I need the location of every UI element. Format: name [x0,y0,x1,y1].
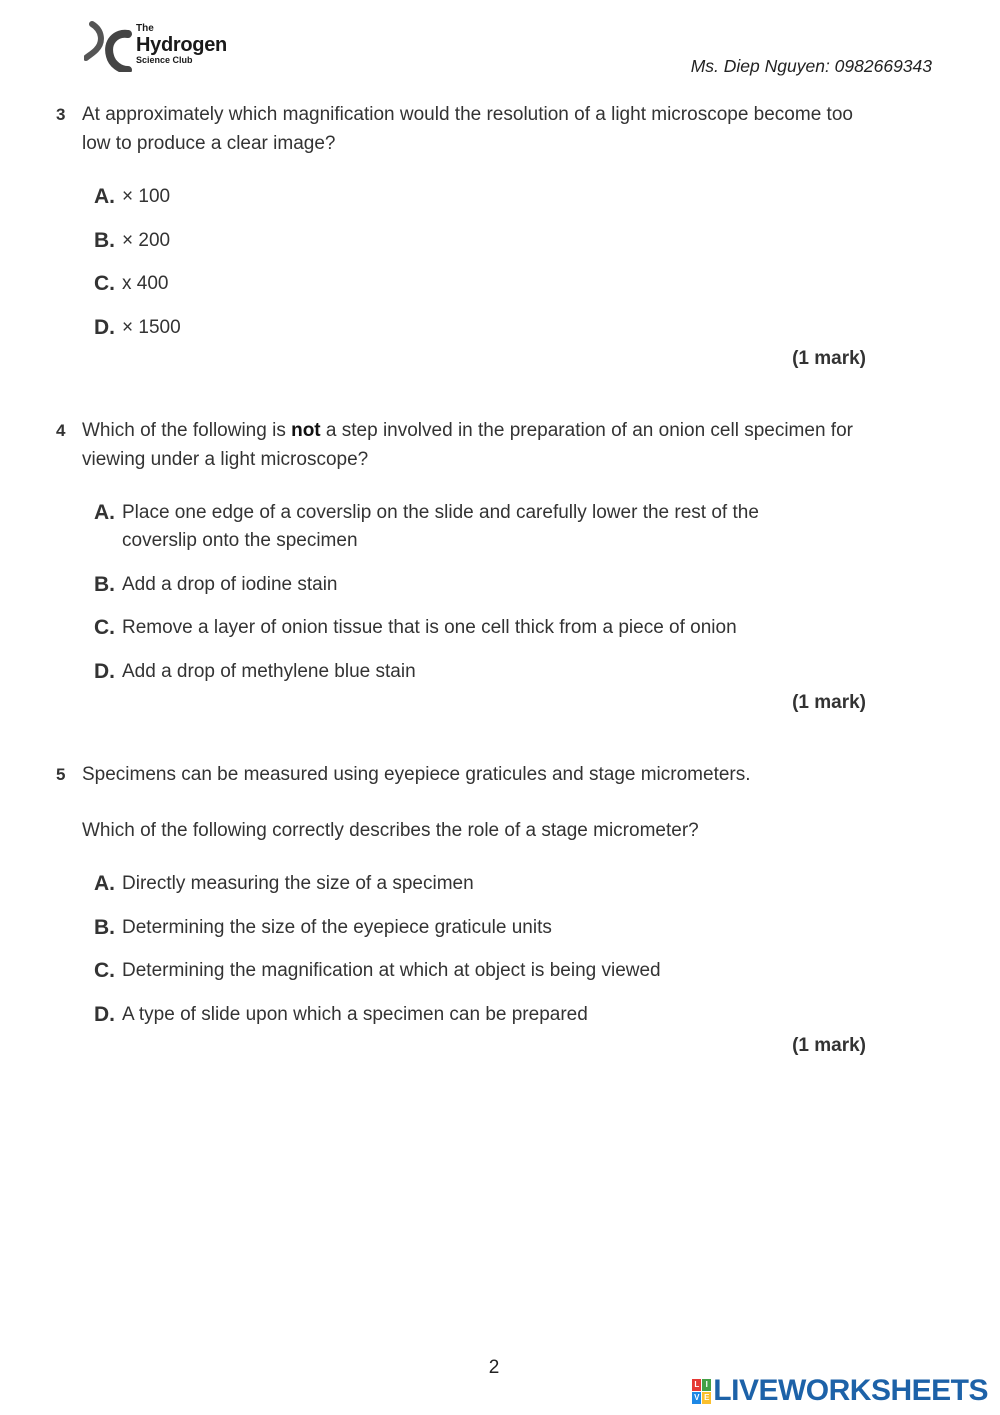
option-text: × 1500 [122,316,181,338]
option-label: C. [94,616,115,639]
option-text: Determining the magnification at which at object is being viewed [122,960,661,981]
question-number: 5 [56,765,66,784]
option-text: Add a drop of iodine stain [122,573,338,595]
option-text: Add a drop of methylene blue stain [122,660,416,682]
teacher-contact: Ms. Diep Nguyen: 0982669343 [690,56,932,76]
grid-letter-e: E [704,1392,710,1402]
option-b[interactable] [94,914,876,942]
question-text: Specimens can be measured using eyepiece graticules and stage micrometers. [82,764,751,785]
grid-letter-i: I [702,1379,711,1391]
option-text: Place one edge of a coverslip on the slide and carefully lower the rest of the coverslip onto the specimen [122,502,759,551]
option-b[interactable] [94,227,876,255]
option-text: A type of slide upon which a specimen can be prepared [122,1003,588,1025]
option-label: A. [94,185,115,208]
option-text: × 200 [122,229,171,251]
hydrogen-science-club-logo [84,20,244,76]
question-text-part: Which of the following is [82,420,292,441]
option-a[interactable] [94,870,876,898]
mark-label: (1 mark) [792,347,866,369]
option-text: x 400 [122,273,169,294]
option-label: A. [94,501,115,524]
page-number: 2 [488,1357,500,1378]
question-text [82,416,876,474]
option-label: D. [94,659,115,683]
question-number: 4 [56,421,66,440]
option-c[interactable] [94,957,876,985]
mark-label: (1 mark) [792,691,866,713]
option-c[interactable] [94,614,876,642]
mark-label: (1 mark) [792,1034,866,1056]
question-subtext: Which of the following correctly describes the role of a stage micrometer? [82,820,699,841]
option-text: Remove a layer of onion tissue that is one cell thick from a piece of onion [122,617,737,638]
option-label: C. [94,272,115,295]
option-label: D. [94,1002,115,1026]
option-label: B. [94,228,115,252]
option-label: A. [94,872,115,895]
option-text: Directly measuring the size of a specimen [122,873,474,894]
liveworksheets-wordmark: LIVEWORKSHEETS [713,1374,988,1407]
question-text-emphasis: not [291,420,321,441]
question-number: 3 [56,105,66,124]
option-text: Determining the size of the eyepiece graticule units [122,916,552,938]
grid-letter-l: L [692,1379,701,1391]
logo-the: The [136,23,154,34]
liveworksheets-logo[interactable] [692,1376,988,1406]
option-c[interactable] [94,270,876,298]
option-d[interactable] [94,658,876,686]
question-text-part: a step involved in the preparation of an onion cell specimen for viewing under a light microscope? [82,420,853,470]
logo-name: Hydrogen [136,34,227,56]
option-b[interactable] [94,571,876,599]
option-label: D. [94,315,115,339]
option-a[interactable] [94,183,876,211]
hydrogen-logo-icon [84,20,134,72]
grid-letter-v: V [694,1392,700,1402]
option-label: B. [94,572,115,596]
option-text: × 100 [122,186,171,207]
option-label: B. [94,915,115,939]
option-d[interactable] [94,1001,876,1029]
logo-sub: Science Club [136,55,193,65]
question-text: At approximately which magnification would the resolution of a light microscope become too low to produce a clear image? [82,104,853,154]
question-5 [56,760,876,1057]
liveworksheets-grid-icon [692,1379,711,1404]
question-4 [56,416,876,714]
option-a[interactable] [94,499,876,555]
option-label: C. [94,959,115,982]
question-3 [56,100,876,370]
option-d[interactable] [94,314,876,342]
